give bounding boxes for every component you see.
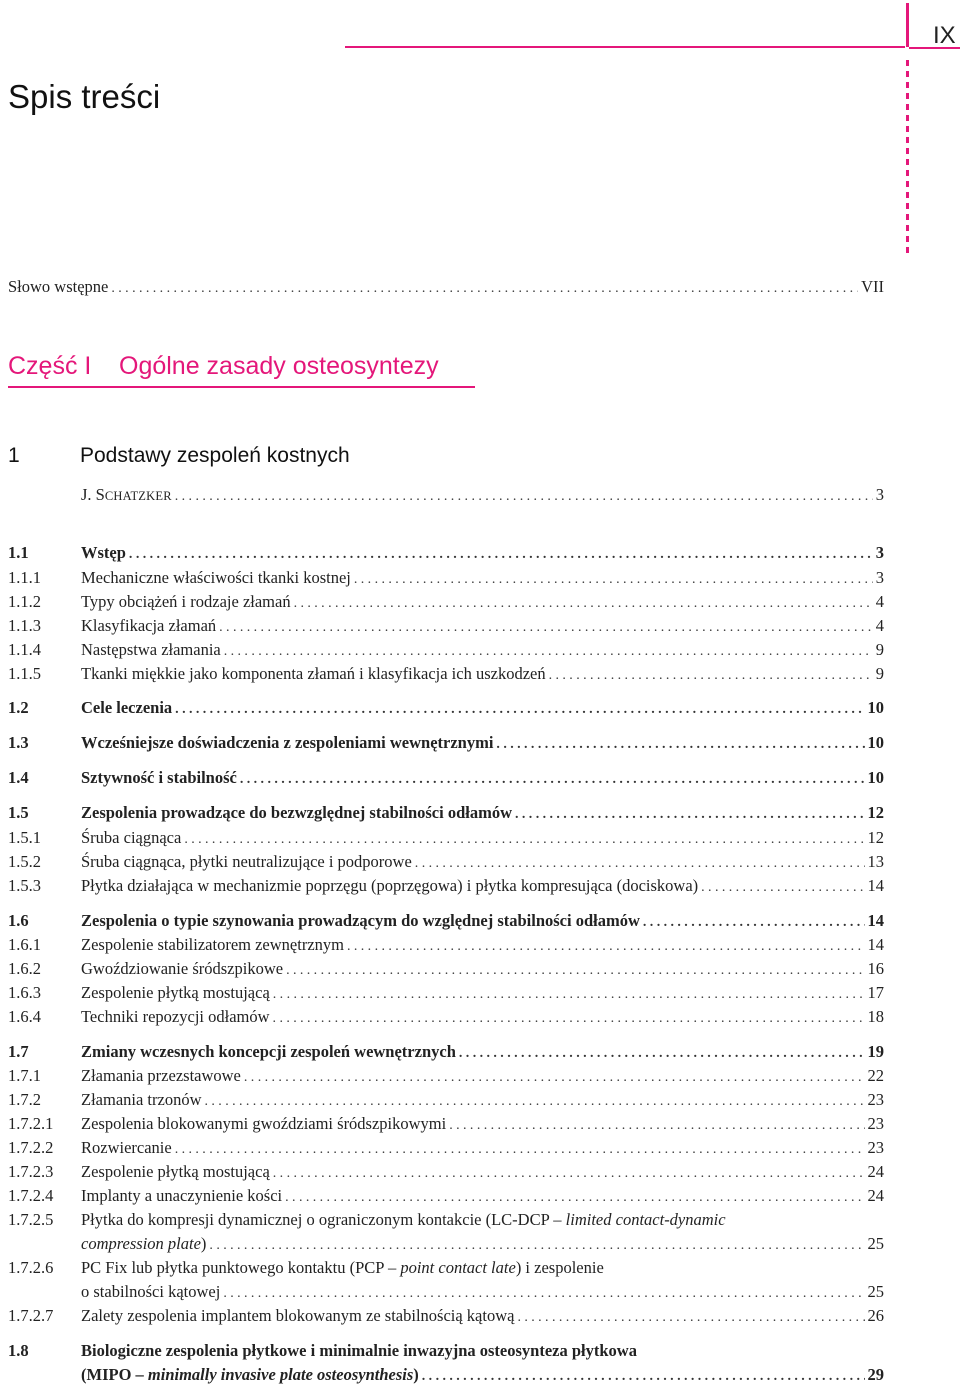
leader-dots <box>415 853 865 875</box>
toc-entry-text: Klasyfikacja złamań <box>81 616 217 635</box>
leader-dots <box>273 1163 865 1185</box>
toc-entry[interactable] <box>8 591 884 613</box>
toc-entry-number: 1.7.2.1 <box>8 1114 54 1133</box>
toc-entry-page: 25 <box>867 1234 884 1253</box>
toc-entry[interactable] <box>8 1041 884 1063</box>
toc-entry-number: 1.7.2.7 <box>8 1306 54 1325</box>
toc-entry-text: Płytka działająca w mechanizmie poprzęgu (poprzęgowa) i płytka kompresująca (dociskowa) <box>81 876 699 895</box>
leader-dots <box>129 544 873 566</box>
chapter-title: Podstawy zespoleń kostnych <box>80 444 350 467</box>
toc-entry-text: Śruba ciągnąca <box>81 828 182 847</box>
leader-dots <box>205 1091 865 1113</box>
leader-dots <box>224 641 873 663</box>
author-name: J. SCHATZKER <box>81 485 172 504</box>
chapter-number: 1 <box>8 444 20 467</box>
toc-entry-number: 1.6.1 <box>8 935 41 954</box>
toc-entry-page: 9 <box>875 664 884 683</box>
toc-entry[interactable] <box>8 875 884 897</box>
toc-entry[interactable] <box>8 982 884 1004</box>
toc-entry-page: 10 <box>867 768 884 787</box>
toc-entry-page: 18 <box>867 1007 884 1026</box>
toc-entry-page: 3 <box>875 543 884 562</box>
leader-dots <box>354 569 873 591</box>
toc-entry-page: 19 <box>867 1042 884 1061</box>
toc-entry-page: 4 <box>875 616 884 635</box>
toc-entry-page: 9 <box>875 640 884 659</box>
toc-entry-page: 10 <box>867 733 884 752</box>
toc-entry-number: 1.6.4 <box>8 1007 41 1026</box>
toc-entry-number: 1.8 <box>8 1341 29 1360</box>
toc-entry-text: Złamania trzonów <box>81 1090 202 1109</box>
toc-entry-number: 1.6.3 <box>8 983 41 1002</box>
toc-entry-page: VII <box>861 277 884 296</box>
toc-entry[interactable] <box>8 1065 884 1087</box>
page-title: Spis treści <box>8 78 161 115</box>
toc-entry-page: 10 <box>867 698 884 717</box>
toc-entry-text: Zespolenie płytką mostującą <box>81 983 270 1002</box>
toc-entry[interactable] <box>8 934 884 956</box>
toc-entry-text: Cele leczenia <box>81 698 173 717</box>
toc-entry-number: 1.1.1 <box>8 568 41 587</box>
leader-dots <box>223 1283 864 1305</box>
leader-dots <box>459 1043 865 1065</box>
toc-entry-continuation[interactable] <box>8 1281 884 1303</box>
part-rule <box>8 386 475 388</box>
toc-entry-text: Mechaniczne właściwości tkanki kostnej <box>81 568 351 587</box>
toc-entry[interactable] <box>8 1089 884 1111</box>
leader-dots <box>517 1307 864 1329</box>
toc-entry-text: Zespolenie stabilizatorem zewnętrznym <box>81 935 344 954</box>
toc-entry[interactable] <box>8 615 884 637</box>
toc-entry-text: Zmiany wczesnych koncepcji zespoleń wewnętrznych <box>81 1042 456 1061</box>
toc-entry-number: 1.1.2 <box>8 592 41 611</box>
toc-entry[interactable] <box>8 802 884 824</box>
toc-entry-number: 1.1.4 <box>8 640 41 659</box>
leader-dots <box>175 699 864 721</box>
toc-entry-continuation[interactable] <box>8 1233 884 1255</box>
toc-entry-text: Następstwa złamania <box>81 640 221 659</box>
toc-entry-number: 1.7.2 <box>8 1090 41 1109</box>
leader-dots <box>240 769 865 791</box>
toc-entry-text: o stabilności kątowej <box>81 1282 221 1301</box>
toc-entry-page: 13 <box>867 852 884 871</box>
toc-entry-text: Implanty a unaczynienie kości <box>81 1186 283 1205</box>
toc-entry-text: Wstęp <box>81 543 126 562</box>
toc-entry-page: 12 <box>867 828 884 847</box>
toc-entry-number: 1.2 <box>8 698 29 717</box>
toc-entry-page: 29 <box>867 1365 884 1384</box>
toc-entry-text: (MIPO – minimally invasive plate osteosynthesis) <box>81 1365 419 1384</box>
header-rule <box>345 46 905 48</box>
toc-entry-text: Słowo wstępne <box>8 277 109 296</box>
toc-entry[interactable] <box>8 663 884 685</box>
toc-entry-page: 24 <box>867 1162 884 1181</box>
leader-dots <box>209 1235 864 1257</box>
toc-entry-page: 4 <box>875 592 884 611</box>
leader-dots <box>422 1366 865 1388</box>
toc-entry-text: Zespolenia prowadzące do bezwzględnej stabilności odłamów <box>81 803 512 822</box>
toc-entry-text: Wcześniejsze doświadczenia z zespoleniami wewnętrznymi <box>81 733 494 752</box>
page-number-rule <box>906 3 909 47</box>
toc-entry[interactable] <box>8 1209 884 1231</box>
leader-dots <box>219 617 873 639</box>
leader-dots <box>496 734 864 756</box>
toc-entry[interactable] <box>8 958 884 980</box>
toc-entry-number: 1.1.3 <box>8 616 41 635</box>
part-label: Część I <box>8 352 92 380</box>
toc-entry-text: Gwoździowanie śródszpikowe <box>81 959 284 978</box>
toc-entry-number: 1.5.3 <box>8 876 41 895</box>
toc-entry-number: 1.1.5 <box>8 664 41 683</box>
toc-entry[interactable] <box>8 732 884 754</box>
toc-entry-page: 22 <box>867 1066 884 1085</box>
toc-entry-page: 14 <box>867 911 884 930</box>
toc-entry-text: Sztywność i stabilność <box>81 768 237 787</box>
toc-entry[interactable] <box>8 767 884 789</box>
toc-entry-foreword[interactable] <box>8 276 884 298</box>
toc-entry-number: 1.7.2.5 <box>8 1210 54 1229</box>
toc-entry-text: Tkanki miękkie jako komponenta złamań i klasyfikacja ich uszkodzeń <box>81 664 546 683</box>
toc-entry-author[interactable] <box>8 484 884 506</box>
toc-entry-text: Techniki repozycji odłamów <box>81 1007 270 1026</box>
toc-entry-number: 1.5.1 <box>8 828 41 847</box>
toc-entry-text: Zalety zespolenia implantem blokowanym ze stabilnością kątową <box>81 1306 515 1325</box>
toc-entry-continuation[interactable] <box>8 1364 884 1386</box>
toc-entry[interactable] <box>8 542 884 564</box>
toc-entry-page: 26 <box>867 1306 884 1325</box>
leader-dots <box>244 1067 865 1089</box>
toc-entry[interactable] <box>8 639 884 661</box>
toc-entry-number: 1.7 <box>8 1042 29 1061</box>
toc-entry[interactable] <box>8 567 884 589</box>
toc-entry-text: PC Fix lub płytka punktowego kontaktu (PCP – point contact late) i zespolenie <box>81 1258 604 1277</box>
toc-entry[interactable] <box>8 910 884 932</box>
leader-dots <box>285 1187 864 1209</box>
toc-entry-text: Śruba ciągnąca, płytki neutralizujące i podporowe <box>81 852 412 871</box>
toc-entry-text: Zespolenie płytką mostującą <box>81 1162 270 1181</box>
toc-entry-text: Biologiczne zespolenia płytkowe i minimalnie inwazyjna osteosynteza płytkowa <box>81 1341 637 1360</box>
toc-entry-page: 24 <box>867 1186 884 1205</box>
toc-entry-page: 14 <box>867 935 884 954</box>
toc-entry-text: Złamania przezstawowe <box>81 1066 241 1085</box>
toc-entry-number: 1.7.2.6 <box>8 1258 54 1277</box>
toc-entry-text: compression plate) <box>81 1234 207 1253</box>
toc-entry-text: Zespolenia blokowanymi gwoździami śródszpikowymi <box>81 1114 447 1133</box>
toc-entry[interactable] <box>8 1006 884 1028</box>
page-edge-dashed-rule <box>906 60 909 256</box>
toc-entry-number: 1.7.2.3 <box>8 1162 54 1181</box>
toc-entry[interactable] <box>8 1257 884 1279</box>
toc-entry-number: 1.3 <box>8 733 29 752</box>
leader-dots <box>184 829 864 851</box>
leader-dots <box>643 912 865 934</box>
toc-entry-page: 17 <box>867 983 884 1002</box>
toc-entry[interactable] <box>8 1185 884 1207</box>
leader-dots <box>273 984 865 1006</box>
leader-dots <box>347 936 865 958</box>
toc-entry[interactable] <box>8 1113 884 1135</box>
toc-entry[interactable] <box>8 1305 884 1327</box>
toc-entry-page: 23 <box>867 1138 884 1157</box>
leader-dots <box>286 960 864 982</box>
toc-entry[interactable] <box>8 1161 884 1183</box>
toc-entry-number: 1.5.2 <box>8 852 41 871</box>
toc-entry[interactable] <box>8 1137 884 1159</box>
toc-entry-text: Płytka do kompresji dynamicznej o ograniczonym kontakcie (LC-DCP – limited contact-dynamic <box>81 1210 726 1229</box>
toc-entry-number: 1.7.2.2 <box>8 1138 54 1157</box>
toc-entry-number: 1.5 <box>8 803 29 822</box>
toc-entry-page: 25 <box>867 1282 884 1301</box>
toc-entry[interactable] <box>8 851 884 873</box>
leader-dots <box>549 665 873 687</box>
page-number: IX <box>933 22 956 49</box>
leader-dots <box>294 593 873 615</box>
toc-entry-number: 1.4 <box>8 768 29 787</box>
toc-entry-page: 3 <box>875 485 884 504</box>
toc-entry-text: Typy obciążeń i rodzaje złamań <box>81 592 291 611</box>
toc-entry-page: 23 <box>867 1114 884 1133</box>
leader-dots <box>175 486 873 508</box>
toc-entry[interactable] <box>8 697 884 719</box>
toc-entry-page: 14 <box>867 876 884 895</box>
toc-entry-number: 1.1 <box>8 543 29 562</box>
leader-dots <box>175 1139 865 1161</box>
toc-entry-number: 1.6.2 <box>8 959 41 978</box>
toc-entry-page: 23 <box>867 1090 884 1109</box>
toc-entry-number: 1.7.1 <box>8 1066 41 1085</box>
part-title: Ogólne zasady osteosyntezy <box>119 352 439 380</box>
toc-entry[interactable] <box>8 1340 884 1362</box>
leader-dots <box>273 1008 865 1030</box>
toc-entry-number: 1.6 <box>8 911 29 930</box>
toc-entry-page: 16 <box>867 959 884 978</box>
leader-dots <box>515 804 865 826</box>
toc-entry-number: 1.7.2.4 <box>8 1186 54 1205</box>
leader-dots <box>449 1115 864 1137</box>
toc-entry-text: Zespolenia o typie szynowania prowadzącym do względnej stabilności odłamów <box>81 911 640 930</box>
toc-entry-text: Rozwiercanie <box>81 1138 172 1157</box>
toc-entry[interactable] <box>8 827 884 849</box>
leader-dots <box>701 877 864 899</box>
toc-entry-page: 12 <box>867 803 884 822</box>
toc-entry-page: 3 <box>875 568 884 587</box>
leader-dots <box>111 278 858 300</box>
